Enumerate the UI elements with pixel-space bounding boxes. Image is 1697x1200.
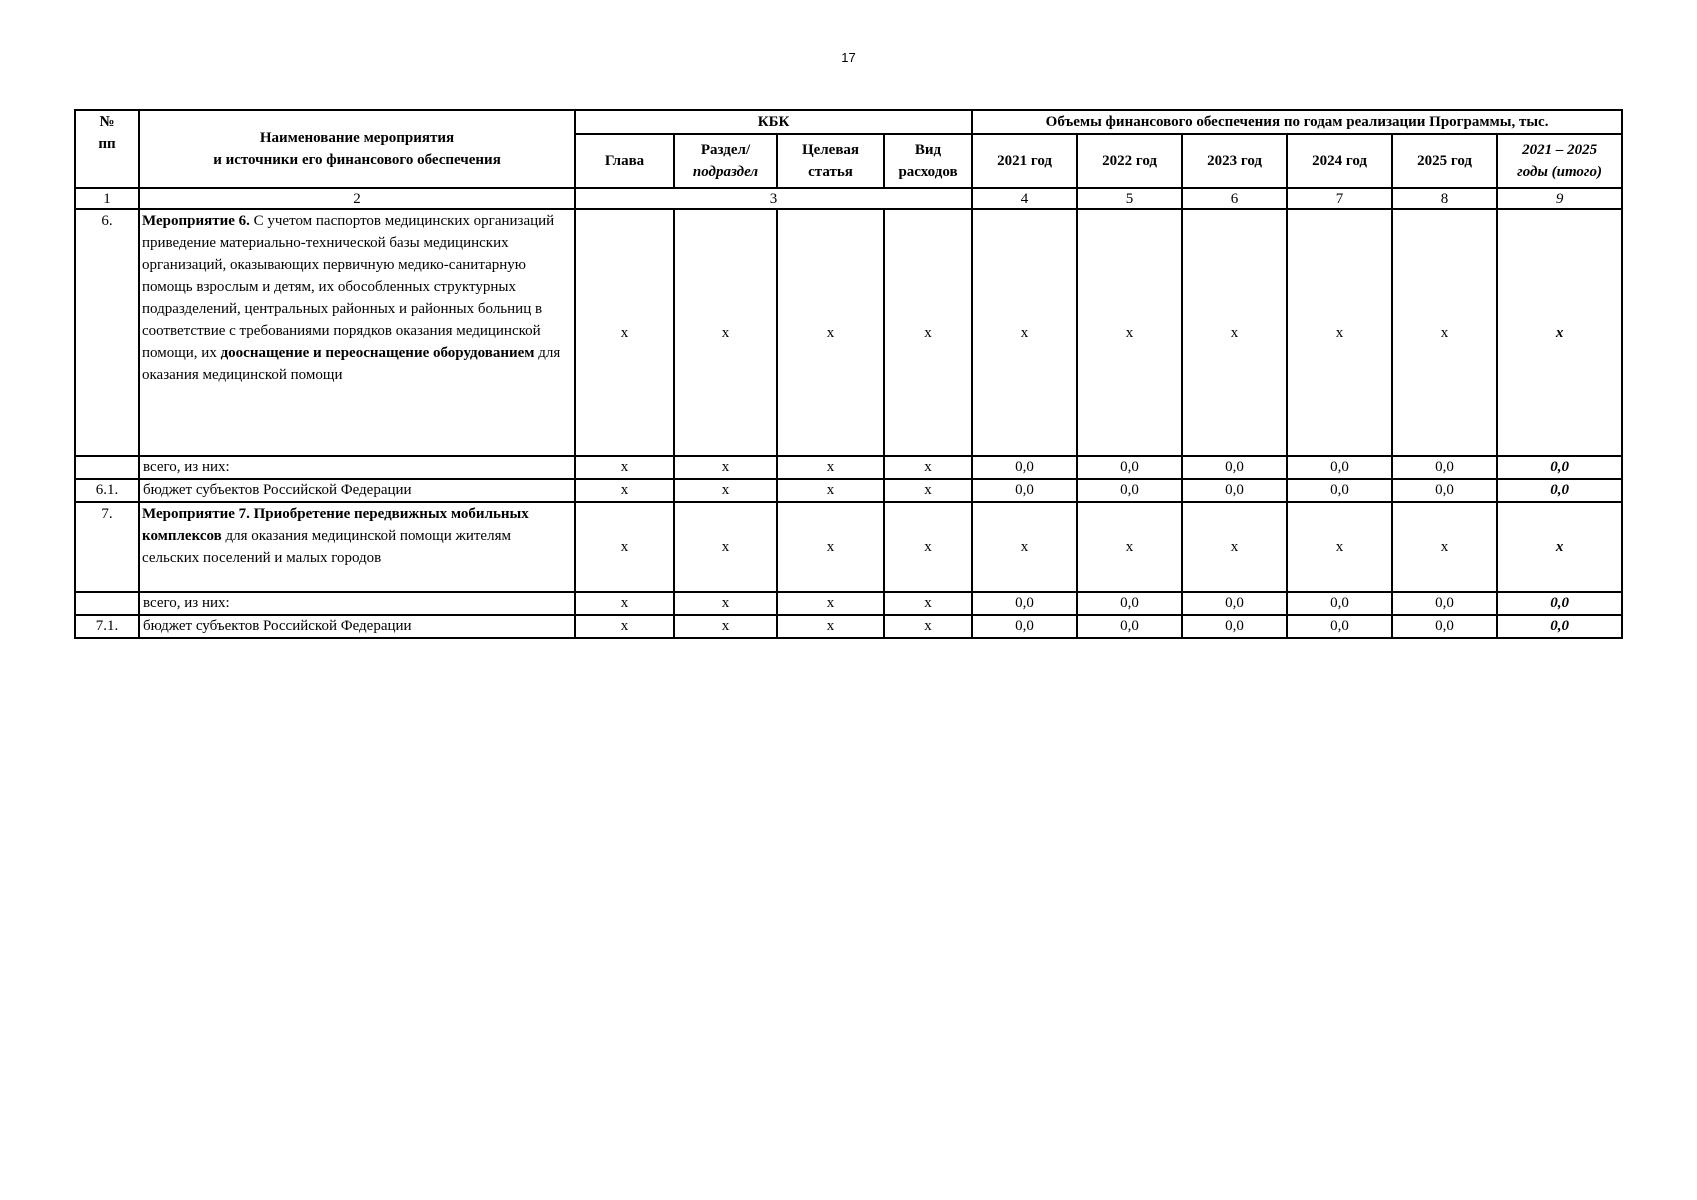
cell-2024: 0,0 bbox=[1287, 615, 1392, 638]
financing-table bbox=[74, 109, 1623, 639]
column-number-row bbox=[75, 188, 1622, 209]
table-row-6-1 bbox=[75, 479, 1622, 502]
measure-6-text-bold: дооснащение и переоснащение оборудованием bbox=[220, 345, 535, 361]
measure-6-title: Мероприятие 6. bbox=[142, 213, 250, 229]
column-number: 3 bbox=[575, 188, 972, 209]
cell-2022: 0,0 bbox=[1077, 615, 1182, 638]
cell-2024: 0,0 bbox=[1287, 479, 1392, 502]
cell-2021: x bbox=[972, 209, 1077, 456]
column-number: 7 bbox=[1287, 188, 1392, 209]
cell-2024: 0,0 bbox=[1287, 592, 1392, 615]
header-2022: 2022 год bbox=[1077, 134, 1182, 188]
cell-2021: 0,0 bbox=[972, 615, 1077, 638]
header-name-line1: Наименование мероприятия bbox=[259, 130, 455, 146]
column-number: 1 bbox=[75, 188, 139, 209]
table-row-m7 bbox=[75, 502, 1622, 592]
cell-razdel: x bbox=[674, 592, 777, 615]
cell-glava: x bbox=[575, 502, 674, 592]
column-number: 5 bbox=[1077, 188, 1182, 209]
cell-glava: x bbox=[575, 615, 674, 638]
cell-2023: x bbox=[1182, 209, 1287, 456]
cell-2022: 0,0 bbox=[1077, 456, 1182, 479]
table-row-m6 bbox=[75, 209, 1622, 456]
row-num: 6. bbox=[75, 209, 139, 456]
row-num bbox=[75, 592, 139, 615]
table-row-6-total bbox=[75, 456, 1622, 479]
column-number: 6 bbox=[1182, 188, 1287, 209]
header-name-line2: и источники его финансового обеспечения bbox=[213, 152, 501, 168]
cell-2024: x bbox=[1287, 209, 1392, 456]
cell-razdel: x bbox=[674, 479, 777, 502]
cell-vid: x bbox=[884, 615, 972, 638]
cell-2025: x bbox=[1392, 209, 1497, 456]
column-number: 9 bbox=[1497, 188, 1622, 209]
cell-total: 0,0 bbox=[1497, 479, 1622, 502]
header-2023: 2023 год bbox=[1182, 134, 1287, 188]
header-vid-line2: расходов bbox=[898, 164, 958, 180]
cell-razdel: x bbox=[674, 456, 777, 479]
row-num: 7.1. bbox=[75, 615, 139, 638]
column-number: 4 bbox=[972, 188, 1077, 209]
row-num: 6.1. bbox=[75, 479, 139, 502]
header-total-line2: годы (итого) bbox=[1517, 164, 1602, 180]
row-num: 7. bbox=[75, 502, 139, 592]
cell-vid: x bbox=[884, 456, 972, 479]
page-number: 17 bbox=[841, 50, 856, 65]
header-num bbox=[75, 110, 139, 188]
row-name: бюджет субъектов Российской Федерации bbox=[139, 615, 575, 638]
cell-tselevaya: x bbox=[777, 209, 884, 456]
cell-total: 0,0 bbox=[1497, 615, 1622, 638]
measure-7-text: для оказания медицинской помощи жителям сельских поселений и малых городов bbox=[142, 528, 511, 566]
cell-razdel: x bbox=[674, 615, 777, 638]
cell-2022: x bbox=[1077, 502, 1182, 592]
header-2025: 2025 год bbox=[1392, 134, 1497, 188]
cell-2022: 0,0 bbox=[1077, 592, 1182, 615]
cell-2023: 0,0 bbox=[1182, 615, 1287, 638]
cell-2023: 0,0 bbox=[1182, 456, 1287, 479]
cell-2025: 0,0 bbox=[1392, 615, 1497, 638]
cell-total: x bbox=[1497, 502, 1622, 592]
cell-vid: x bbox=[884, 502, 972, 592]
cell-2021: 0,0 bbox=[972, 479, 1077, 502]
measure-6-text-1: С учетом паспортов медицинских организаций приведение материально-технической базы медицинских организаций, оказывающих первичную медико-санитарную помощь взрослым и детям, их обособленных структурных подразделений, центральных районных и районных больниц в соответствие с требованиями порядков оказания медицинской помощи, их bbox=[142, 213, 555, 361]
header-tselevaya-line1: Целевая bbox=[801, 142, 860, 158]
measure-6-text-3: для оказания медицинской помощи bbox=[142, 345, 561, 383]
header-kbk: КБК bbox=[575, 110, 972, 134]
cell-tselevaya: x bbox=[777, 592, 884, 615]
column-number: 8 bbox=[1392, 188, 1497, 209]
header-2021: 2021 год bbox=[972, 134, 1077, 188]
header-vid bbox=[884, 134, 972, 188]
column-number: 2 bbox=[139, 188, 575, 209]
cell-2022: 0,0 bbox=[1077, 479, 1182, 502]
cell-vid: x bbox=[884, 209, 972, 456]
cell-tselevaya: x bbox=[777, 456, 884, 479]
row-name: всего, из них: bbox=[139, 456, 575, 479]
cell-2021: 0,0 bbox=[972, 456, 1077, 479]
cell-2023: 0,0 bbox=[1182, 592, 1287, 615]
cell-2024: x bbox=[1287, 502, 1392, 592]
cell-glava: x bbox=[575, 209, 674, 456]
cell-total: x bbox=[1497, 209, 1622, 456]
header-num-line2: пп bbox=[98, 136, 116, 152]
cell-2021: x bbox=[972, 502, 1077, 592]
header-2024: 2024 год bbox=[1287, 134, 1392, 188]
header-num-line1: № bbox=[99, 114, 115, 130]
measure-7-title: Мероприятие 7. Приобретение передвижных мобильных комплексов bbox=[142, 506, 529, 544]
cell-tselevaya: x bbox=[777, 615, 884, 638]
header-name bbox=[139, 110, 575, 188]
header-razdel bbox=[674, 134, 777, 188]
cell-total: 0,0 bbox=[1497, 592, 1622, 615]
header-tselevaya-line2: статья bbox=[808, 164, 853, 180]
row-num bbox=[75, 456, 139, 479]
cell-2025: 0,0 bbox=[1392, 456, 1497, 479]
cell-razdel: x bbox=[674, 502, 777, 592]
header-total bbox=[1497, 134, 1622, 188]
row-name: бюджет субъектов Российской Федерации bbox=[139, 479, 575, 502]
cell-2025: 0,0 bbox=[1392, 479, 1497, 502]
cell-2025: 0,0 bbox=[1392, 592, 1497, 615]
header-tselevaya bbox=[777, 134, 884, 188]
cell-tselevaya: x bbox=[777, 479, 884, 502]
cell-vid: x bbox=[884, 479, 972, 502]
header-total-line1: 2021 – 2025 bbox=[1522, 142, 1598, 158]
cell-2025: x bbox=[1392, 502, 1497, 592]
cell-total: 0,0 bbox=[1497, 456, 1622, 479]
cell-2024: 0,0 bbox=[1287, 456, 1392, 479]
cell-glava: x bbox=[575, 456, 674, 479]
cell-glava: x bbox=[575, 479, 674, 502]
header-funding: Объемы финансового обеспечения по годам реализации Программы, тыс. bbox=[972, 110, 1622, 134]
cell-razdel: x bbox=[674, 209, 777, 456]
cell-vid: x bbox=[884, 592, 972, 615]
header-glava: Глава bbox=[575, 134, 674, 188]
header-razdel-line1: Раздел/ bbox=[700, 142, 751, 158]
header-razdel-line2: подраздел bbox=[692, 164, 759, 180]
cell-glava: x bbox=[575, 592, 674, 615]
header-row-1 bbox=[75, 110, 1622, 134]
row-name: всего, из них: bbox=[139, 592, 575, 615]
measure-6-description bbox=[139, 209, 575, 456]
measure-7-description bbox=[139, 502, 575, 592]
cell-2023: x bbox=[1182, 502, 1287, 592]
cell-2021: 0,0 bbox=[972, 592, 1077, 615]
cell-2023: 0,0 bbox=[1182, 479, 1287, 502]
header-vid-line1: Вид bbox=[914, 142, 942, 158]
cell-2022: x bbox=[1077, 209, 1182, 456]
table-row-7-1 bbox=[75, 615, 1622, 638]
cell-tselevaya: x bbox=[777, 502, 884, 592]
table-row-7-total bbox=[75, 592, 1622, 615]
